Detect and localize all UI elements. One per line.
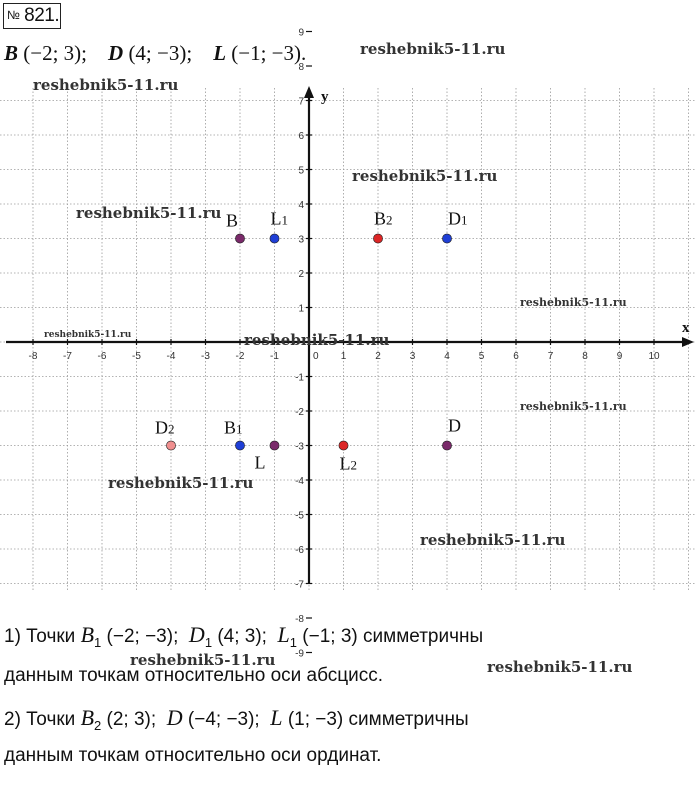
answer-1-point-1-sub: 1 <box>94 634 102 650</box>
x-axis-label: x <box>682 320 690 336</box>
y-axis-label: y <box>321 89 329 105</box>
x-tick-label: 1 <box>340 351 347 362</box>
point-l-name: L <box>213 41 227 65</box>
origin-label: 0 <box>313 351 319 362</box>
x-tick-label: 9 <box>616 351 623 362</box>
answer-1-point-1-name: B <box>80 622 95 647</box>
x-tick-label: -5 <box>132 351 141 362</box>
y-tick-label: -7 <box>295 579 304 591</box>
watermark: reshebnik5-11.ru <box>130 651 276 669</box>
watermark: reshebnik5-11.ru <box>520 296 627 309</box>
answer-2-point-1-sub: 2 <box>94 717 102 733</box>
x-tick-label: 6 <box>513 351 519 362</box>
answer-1-point-2-coords: (4; 3); <box>217 626 267 647</box>
y-tick-label: -1 <box>295 372 304 384</box>
x-tick-label: 7 <box>547 351 554 362</box>
problem-condition <box>4 41 306 66</box>
x-tick-label: -4 <box>166 351 176 362</box>
point-b-name: B <box>4 41 19 65</box>
y-tick-label: -6 <box>295 545 304 556</box>
point-label-b1: B1 <box>224 417 243 438</box>
y-tick-label: -2 <box>295 407 304 418</box>
problem-number-box <box>3 3 61 29</box>
answer-2-point-2-name: D <box>166 705 183 730</box>
y-tick-label: 1 <box>298 303 304 315</box>
y-tick-label: 7 <box>298 96 304 108</box>
answer-1-point-3-coords: (−1; 3) <box>302 626 358 647</box>
watermark: reshebnik5-11.ru <box>76 204 222 222</box>
y-tick-label: 2 <box>298 269 304 280</box>
watermark: reshebnik5-11.ru <box>420 531 566 549</box>
point-b1 <box>235 441 244 450</box>
answer-2-prefix: 2) Точки <box>4 709 76 730</box>
x-axis-arrow <box>682 337 694 347</box>
point-b2 <box>373 234 382 243</box>
point-label-b: B <box>226 210 239 231</box>
watermark: reshebnik5-11.ru <box>244 331 390 349</box>
x-tick-label: 10 <box>648 351 660 362</box>
answer-2-tail: симметричны <box>348 709 469 730</box>
y-tick-label: 8 <box>298 62 304 73</box>
number-sign: № <box>7 8 20 22</box>
watermark: reshebnik5-11.ru <box>33 76 179 94</box>
point-label-b2: B2 <box>374 208 393 229</box>
y-tick-label: -5 <box>295 510 304 522</box>
answer-1-line-2: данным точкам относительно оси абсцисс. <box>4 665 384 686</box>
answer-2-point-3-coords: (1; −3) <box>287 709 344 730</box>
answer-2-point-1-coords: (2; 3); <box>106 709 157 730</box>
watermark: reshebnik5-11.ru <box>487 658 633 676</box>
point-label-d: D <box>448 415 461 436</box>
answer-2-line-2: данным точкам относительно оси ординат. <box>4 745 382 766</box>
x-tick-label: -2 <box>235 351 245 362</box>
y-tick-label: -4 <box>295 476 304 487</box>
point-l1 <box>270 234 279 243</box>
y-tick-label: -3 <box>295 441 304 453</box>
point-d2 <box>166 441 175 450</box>
x-tick-label: 8 <box>582 351 588 362</box>
point-d <box>442 441 451 450</box>
x-tick-label: 2 <box>375 351 381 362</box>
y-tick-label: 5 <box>298 165 304 177</box>
point-l-coords: (−1; −3). <box>231 41 307 65</box>
point-d-coords: (4; −3); <box>128 41 193 65</box>
answer-1-tail: симметричны <box>363 626 484 647</box>
point-label-d1: D1 <box>448 208 468 229</box>
point-label-d2: D2 <box>155 417 175 438</box>
y-tick-label: 4 <box>298 200 304 211</box>
problem-number: 821. <box>24 5 60 26</box>
answer-1-prefix: 1) Точки <box>4 626 76 647</box>
point-label-l2: L2 <box>339 453 357 474</box>
y-tick-label: 9 <box>298 27 304 39</box>
point-b-coords: (−2; 3); <box>23 41 88 65</box>
answer-1-line-1 <box>4 622 483 650</box>
answer-2-point-1-name: B <box>80 705 95 730</box>
answer-2-point-2-coords: (−4; −3); <box>187 709 260 730</box>
watermark: reshebnik5-11.ru <box>44 330 132 340</box>
point-l2 <box>339 441 348 450</box>
x-tick-label: -6 <box>97 351 107 362</box>
answer-1-point-2-name: D <box>188 622 205 647</box>
point-l <box>270 441 279 450</box>
y-axis-arrow <box>304 86 314 98</box>
point-label-l: L <box>254 452 266 473</box>
answer-1-point-2-sub: 1 <box>204 634 213 650</box>
y-tick-label: -8 <box>295 614 304 625</box>
answer-1-point-1-coords: (−2; −3); <box>106 626 179 647</box>
x-tick-label: -3 <box>201 351 210 362</box>
watermark: reshebnik5-11.ru <box>352 167 498 185</box>
answer-1-point-3-sub: 1 <box>289 634 297 650</box>
watermark: reshebnik5-11.ru <box>360 40 506 58</box>
y-tick-label: 3 <box>298 234 304 246</box>
x-tick-label: 5 <box>478 351 485 362</box>
point-b <box>235 234 244 243</box>
x-tick-label: 4 <box>444 351 450 362</box>
y-tick-label: 6 <box>298 131 304 142</box>
x-tick-label: -7 <box>63 351 72 362</box>
x-tick-label: -1 <box>270 351 279 362</box>
watermark: reshebnik5-11.ru <box>520 400 627 413</box>
point-d1 <box>442 234 451 243</box>
x-tick-label: -8 <box>28 351 38 362</box>
point-d-name: D <box>108 41 124 65</box>
point-label-l1: L1 <box>270 208 288 229</box>
y-tick-label: -9 <box>295 648 304 660</box>
answer-1-point-3-name: L <box>277 622 290 647</box>
answer-2-point-3-name: L <box>270 705 283 730</box>
x-tick-label: 3 <box>409 351 416 362</box>
answer-2-line-1 <box>4 705 469 733</box>
watermark: reshebnik5-11.ru <box>108 474 254 492</box>
